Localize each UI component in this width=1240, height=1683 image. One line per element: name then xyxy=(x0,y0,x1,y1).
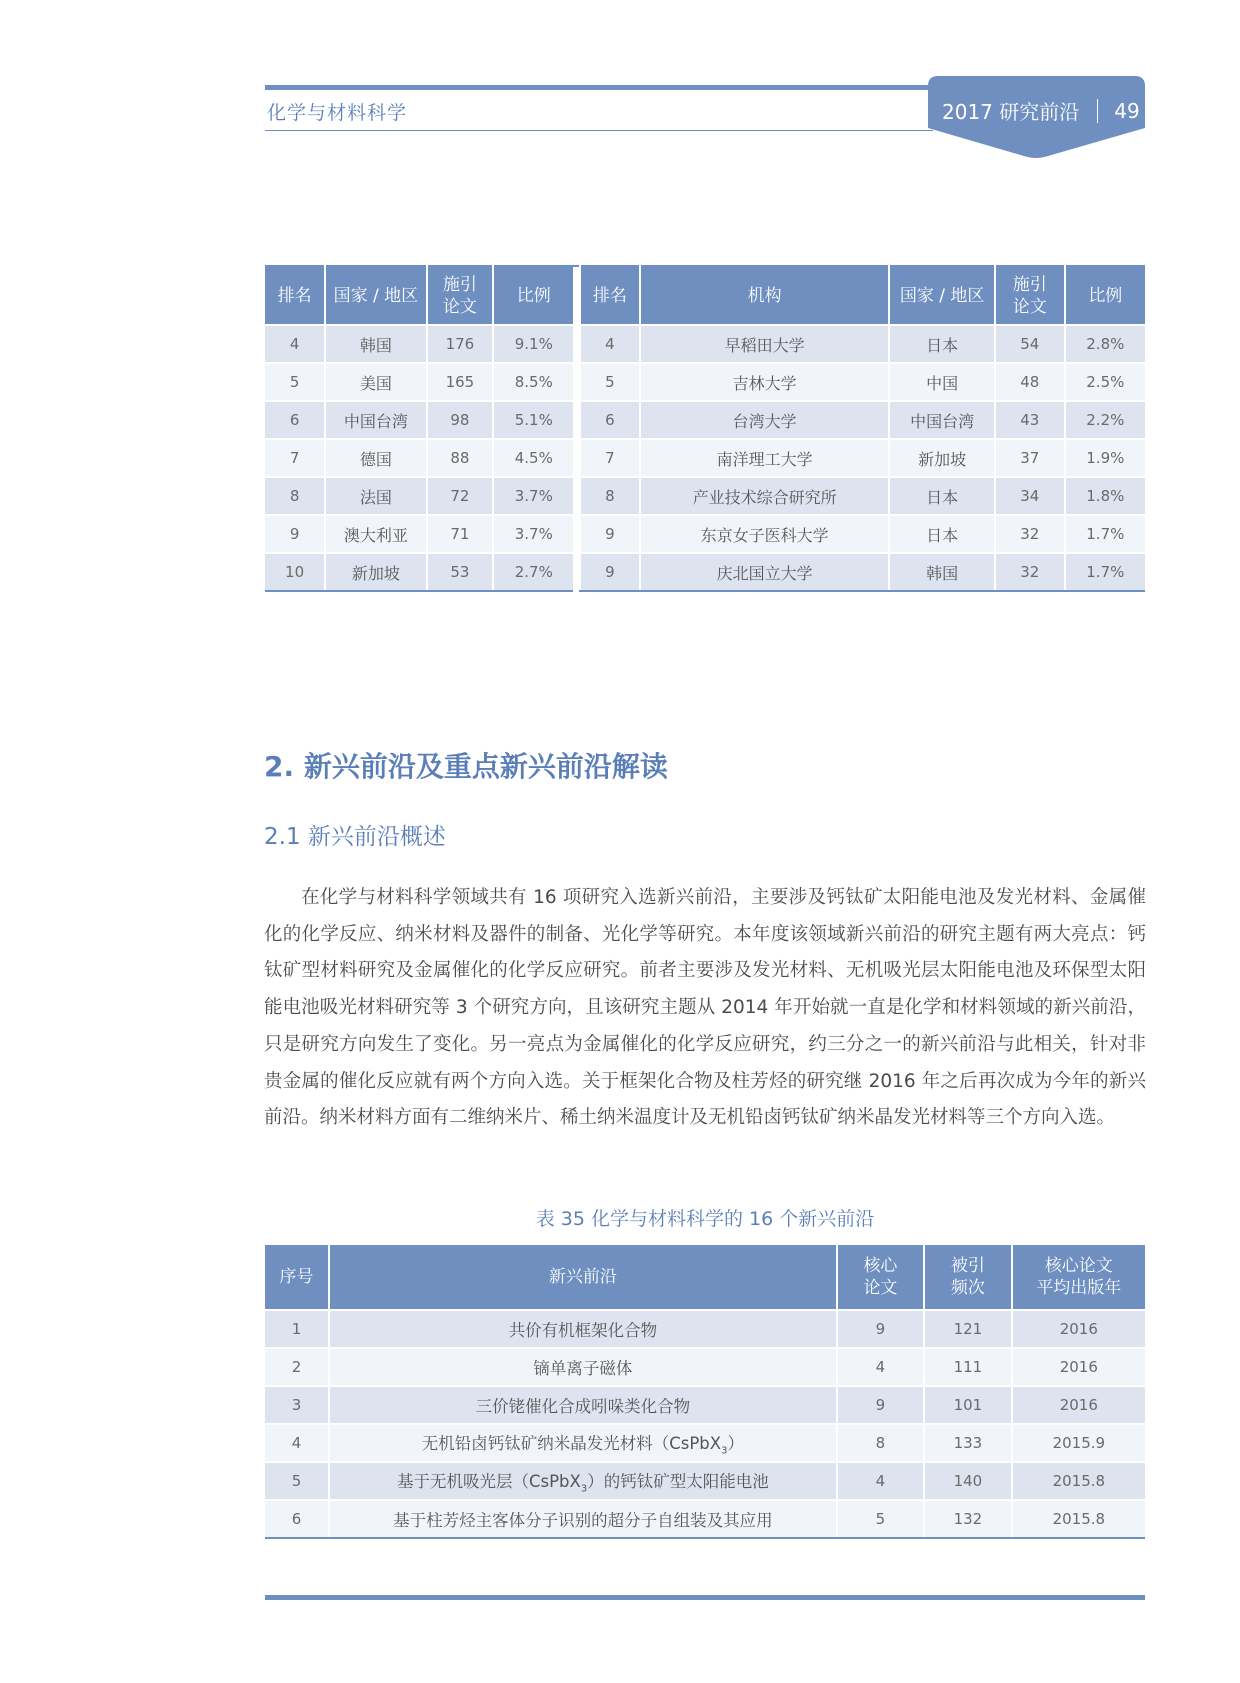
core-papers-cell: 9 xyxy=(837,1310,924,1348)
front-text: ）的钙钛矿型太阳能电池 xyxy=(587,1471,769,1491)
core-papers-cell: 9 xyxy=(837,1386,924,1424)
mean-year-cell: 2015.8 xyxy=(1012,1500,1145,1538)
rank-cell: 4 xyxy=(265,325,325,363)
ranking-table xyxy=(265,265,1145,592)
number-cell: 1 xyxy=(265,1310,329,1348)
subsection-heading: 2.1 新兴前沿概述 xyxy=(264,824,446,850)
institution-cell: 庆北国立大学 xyxy=(640,553,889,591)
rank-cell: 9 xyxy=(580,553,640,591)
formula-subscript: 3 xyxy=(721,1445,728,1457)
papers-cell: 32 xyxy=(995,515,1065,553)
papers-cell: 37 xyxy=(995,439,1065,477)
ratio-cell: 1.8% xyxy=(1065,477,1145,515)
front-cell xyxy=(329,1462,837,1500)
rank-cell: 9 xyxy=(580,515,640,553)
front-text: 无机铅卤钙钛矿纳米晶发光材料（CsPbX xyxy=(421,1433,722,1453)
table-row xyxy=(265,1424,1145,1462)
citations-cell: 140 xyxy=(924,1462,1011,1500)
col-citations: 被引 频次 xyxy=(924,1245,1011,1310)
citations-cell: 132 xyxy=(924,1500,1011,1538)
papers-cell: 43 xyxy=(995,401,1065,439)
country-cell: 韩国 xyxy=(325,325,426,363)
papers-cell: 176 xyxy=(427,325,494,363)
citations-cell: 111 xyxy=(924,1348,1011,1386)
table-row xyxy=(265,401,1145,439)
institution-cell: 早稻田大学 xyxy=(640,325,889,363)
papers-cell: 34 xyxy=(995,477,1065,515)
tab-separator xyxy=(1097,99,1098,123)
papers-cell: 54 xyxy=(995,325,1065,363)
institution-cell: 南洋理工大学 xyxy=(640,439,889,477)
table-row xyxy=(265,553,1145,591)
citations-cell: 133 xyxy=(924,1424,1011,1462)
front-cell xyxy=(329,1424,837,1462)
header-tab-text xyxy=(942,96,1140,125)
table-row xyxy=(265,1500,1145,1538)
front-cell: 三价铑催化合成吲哚类化合物 xyxy=(329,1386,837,1424)
ratio-cell: 2.2% xyxy=(1065,401,1145,439)
core-papers-cell: 8 xyxy=(837,1424,924,1462)
table-row xyxy=(265,1348,1145,1386)
institution-cell: 产业技术综合研究所 xyxy=(640,477,889,515)
ratio-cell: 1.7% xyxy=(1065,515,1145,553)
number-cell: 6 xyxy=(265,1500,329,1538)
country-cell: 日本 xyxy=(889,515,995,553)
papers-cell: 72 xyxy=(427,477,494,515)
rank-cell: 7 xyxy=(265,439,325,477)
rank-cell: 4 xyxy=(580,325,640,363)
rank-cell: 6 xyxy=(265,401,325,439)
rank-cell: 8 xyxy=(580,477,640,515)
rank-cell: 9 xyxy=(265,515,325,553)
country-cell: 日本 xyxy=(889,325,995,363)
core-papers-cell: 4 xyxy=(837,1348,924,1386)
papers-cell: 32 xyxy=(995,553,1065,591)
front-text: ） xyxy=(727,1433,744,1453)
page-number: 49 xyxy=(1114,98,1140,123)
papers-cell: 48 xyxy=(995,363,1065,401)
country-cell: 中国台湾 xyxy=(325,401,426,439)
mean-year-cell: 2016 xyxy=(1012,1310,1145,1348)
col-ratio: 比例 xyxy=(1065,266,1145,325)
col-rank: 排名 xyxy=(265,266,325,325)
ratio-cell: 1.7% xyxy=(1065,553,1145,591)
header-rule-top xyxy=(265,85,933,90)
table-row xyxy=(265,1386,1145,1424)
country-cell: 中国 xyxy=(889,363,995,401)
fronts-header-row xyxy=(265,1245,1145,1310)
ratio-cell: 1.9% xyxy=(1065,439,1145,477)
ratio-cell: 4.5% xyxy=(493,439,573,477)
front-cell: 共价有机框架化合物 xyxy=(329,1310,837,1348)
country-cell: 新加坡 xyxy=(889,439,995,477)
col-number: 序号 xyxy=(265,1245,329,1310)
ratio-cell: 2.8% xyxy=(1065,325,1145,363)
institution-cell: 东京女子医科大学 xyxy=(640,515,889,553)
country-cell: 美国 xyxy=(325,363,426,401)
papers-cell: 165 xyxy=(427,363,494,401)
col-ratio: 比例 xyxy=(493,266,573,325)
rank-cell: 8 xyxy=(265,477,325,515)
ratio-cell: 3.7% xyxy=(493,515,573,553)
papers-cell: 98 xyxy=(427,401,494,439)
papers-cell: 53 xyxy=(427,553,494,591)
col-country: 国家 / 地区 xyxy=(325,266,426,325)
col-rank: 排名 xyxy=(580,266,640,325)
citations-cell: 121 xyxy=(924,1310,1011,1348)
section-heading: 2. 新兴前沿及重点新兴前沿解读 xyxy=(264,750,668,783)
running-section-title: 化学与材料科学 xyxy=(267,102,408,124)
body-paragraph: 在化学与材料科学领域共有 16 项研究入选新兴前沿，主要涉及钙钛矿太阳能电池及发光材料、金属催化的化学反应、纳米材料及器件的制备、光化学等研究。本年度该领域新兴前沿的研究主题有两大亮点：钙钛矿型材料研究及金属催化的化学反应研究。前者主要涉及发光材料、无机吸光层太阳能电池及环保型太阳能电池吸光材料研究等 3 个研究方向，且该研究主题从 2014 年开始就一直是化学和材料领域的新兴前沿，只是研究方向发生了变化。另一亮点为金属催化的化学反应研究，约三分之一的新兴前沿与此相关，针对非贵金属的催化反应就有两个方向入选。关于框架化合物及柱芳烃的研究继 2016 年之后再次成为今年的新兴前沿。纳米材料方面有二维纳米片、稀土纳米温度计及无机铅卤钙钛矿纳米晶发光材料等三个方向入选。 xyxy=(264,887,1146,1129)
table-row xyxy=(265,1310,1145,1348)
citations-cell: 101 xyxy=(924,1386,1011,1424)
formula-subscript: 3 xyxy=(580,1483,588,1495)
country-cell: 中国台湾 xyxy=(889,401,995,439)
table-row xyxy=(265,325,1145,363)
country-cell: 新加坡 xyxy=(325,553,426,591)
col-core-papers: 核心 论文 xyxy=(837,1245,924,1310)
number-cell: 2 xyxy=(265,1348,329,1386)
rank-cell: 10 xyxy=(265,553,325,591)
mean-year-cell: 2015.9 xyxy=(1012,1424,1145,1462)
mean-year-cell: 2016 xyxy=(1012,1348,1145,1386)
institution-cell: 吉林大学 xyxy=(640,363,889,401)
emerging-fronts-table xyxy=(265,1245,1145,1539)
col-country: 国家 / 地区 xyxy=(889,266,995,325)
table-row xyxy=(265,515,1145,553)
country-cell: 日本 xyxy=(889,477,995,515)
institution-cell: 台湾大学 xyxy=(640,401,889,439)
mean-year-cell: 2015.8 xyxy=(1012,1462,1145,1500)
rank-cell: 7 xyxy=(580,439,640,477)
ratio-cell: 3.7% xyxy=(493,477,573,515)
papers-cell: 71 xyxy=(427,515,494,553)
ranking-header-row xyxy=(265,266,1145,325)
mean-year-cell: 2016 xyxy=(1012,1386,1145,1424)
country-cell: 澳大利亚 xyxy=(325,515,426,553)
country-cell: 韩国 xyxy=(889,553,995,591)
report-title: 2017 研究前沿 xyxy=(942,100,1080,124)
country-cell: 法国 xyxy=(325,477,426,515)
table-row xyxy=(265,477,1145,515)
col-mean-year: 核心论文 平均出版年 xyxy=(1012,1245,1145,1310)
rank-cell: 5 xyxy=(580,363,640,401)
table-row xyxy=(265,1462,1145,1500)
ratio-cell: 5.1% xyxy=(493,401,573,439)
front-cell: 镝单离子磁体 xyxy=(329,1348,837,1386)
table-row xyxy=(265,363,1145,401)
ratio-cell: 2.5% xyxy=(1065,363,1145,401)
ratio-cell: 9.1% xyxy=(493,325,573,363)
table-row xyxy=(265,439,1145,477)
col-citing-papers: 施引 论文 xyxy=(995,266,1065,325)
core-papers-cell: 4 xyxy=(837,1462,924,1500)
number-cell: 5 xyxy=(265,1462,329,1500)
country-cell: 德国 xyxy=(325,439,426,477)
col-citing-papers: 施引 论文 xyxy=(427,266,494,325)
rank-cell: 6 xyxy=(580,401,640,439)
ratio-cell: 2.7% xyxy=(493,553,573,591)
ratio-cell: 8.5% xyxy=(493,363,573,401)
number-cell: 3 xyxy=(265,1386,329,1424)
header-rule-bottom xyxy=(265,130,933,131)
footer-rule xyxy=(265,1595,1145,1600)
number-cell: 4 xyxy=(265,1424,329,1462)
col-emerging-front: 新兴前沿 xyxy=(329,1245,837,1310)
core-papers-cell: 5 xyxy=(837,1500,924,1538)
table-caption: 表 35 化学与材料科学的 16 个新兴前沿 xyxy=(535,1208,875,1230)
col-institution: 机构 xyxy=(640,266,889,325)
rank-cell: 5 xyxy=(265,363,325,401)
papers-cell: 88 xyxy=(427,439,494,477)
front-text: 基于无机吸光层（CsPbX xyxy=(396,1471,581,1491)
front-cell: 基于柱芳烃主客体分子识别的超分子自组装及其应用 xyxy=(329,1500,837,1538)
